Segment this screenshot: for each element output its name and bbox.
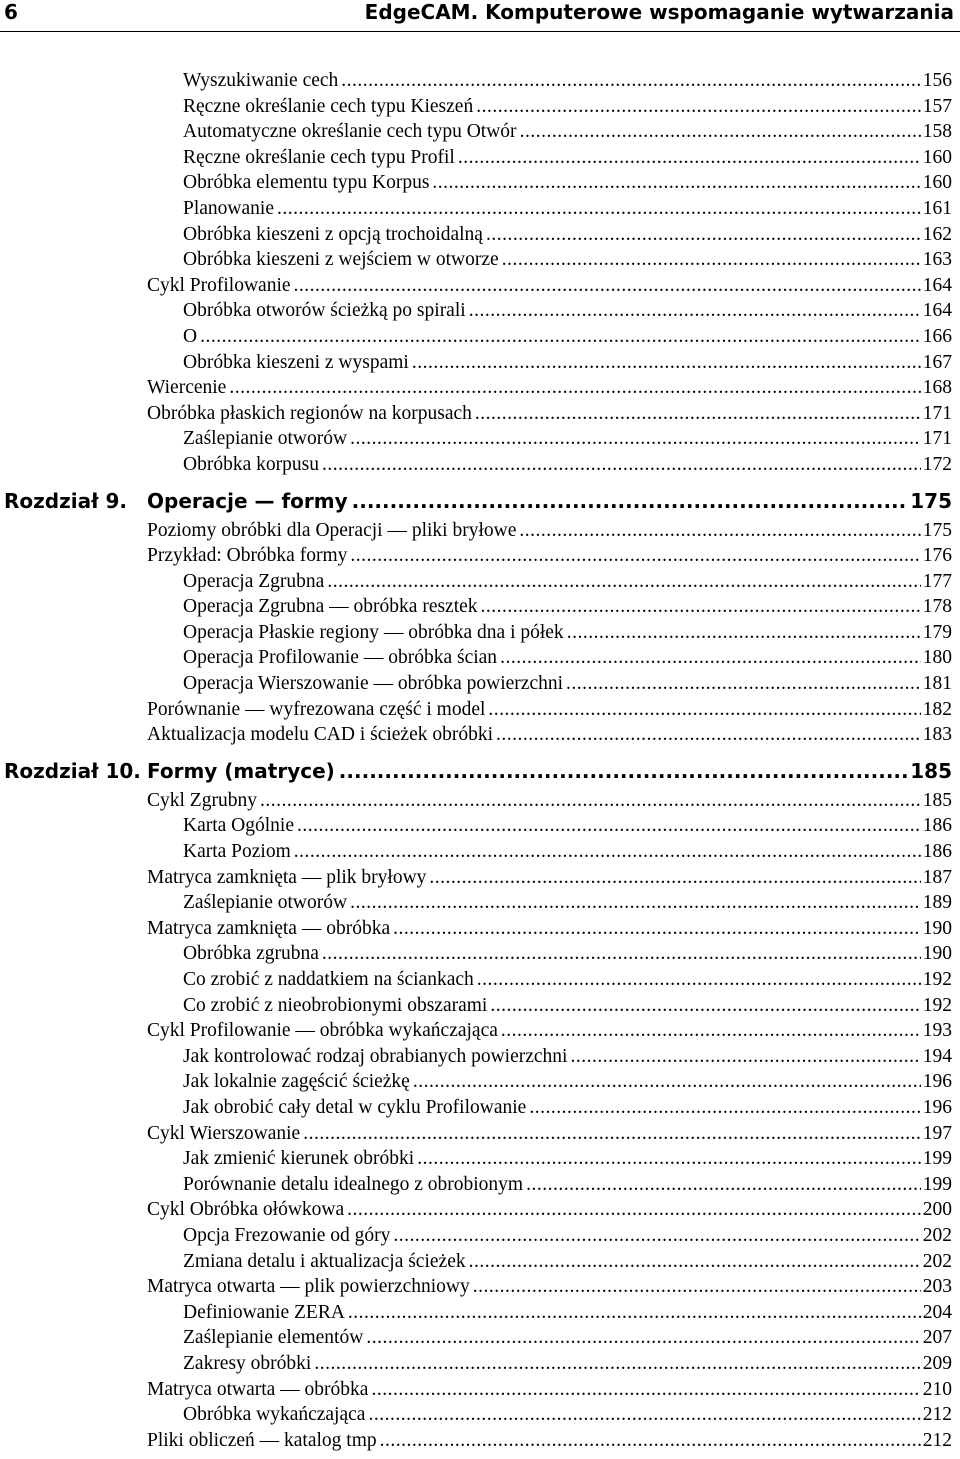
dot-leader (350, 543, 920, 569)
dot-leader (500, 645, 921, 671)
dot-leader (366, 1325, 920, 1351)
page-ref: 202 (922, 1224, 952, 1246)
page-ref: 163 (922, 249, 952, 271)
page-ref: 199 (922, 1173, 952, 1195)
page-ref: 190 (922, 943, 952, 965)
dot-leader (477, 967, 921, 993)
page-ref: 156 (922, 70, 952, 91)
dot-leader (501, 1018, 921, 1044)
toc-entry[interactable] (0, 1249, 960, 1275)
entry-title: Obróbka otworów ścieżką po spirali (183, 300, 466, 322)
dot-leader (417, 1146, 921, 1172)
toc-entry[interactable] (0, 1325, 960, 1351)
entry-title: Zaślepianie elementów (183, 1327, 364, 1349)
entry-title: Matryca zamknięta — obróbka (147, 917, 391, 939)
entry-title: Obróbka korpusu (183, 453, 319, 475)
entry-title: Obróbka kieszeni z wejściem w otworze (183, 249, 499, 271)
dot-leader (570, 1044, 920, 1070)
dot-leader (341, 68, 920, 94)
page-ref: 178 (922, 596, 952, 618)
dot-leader (314, 1351, 920, 1377)
entry-title: Automatyczne określanie cech typu Otwór (183, 121, 517, 143)
page-ref: 192 (922, 969, 952, 990)
dot-leader (458, 145, 921, 171)
dot-leader (368, 1402, 920, 1428)
page-ref: 181 (922, 673, 952, 695)
dot-leader (350, 426, 921, 452)
toc-entry[interactable] (0, 594, 960, 620)
page-ref: 171 (922, 428, 952, 450)
page-ref: 190 (922, 917, 952, 939)
dot-leader (380, 1428, 921, 1454)
toc-entry[interactable] (0, 569, 960, 595)
toc-entry[interactable] (0, 401, 960, 427)
entry-title: Matryca otwarta — obróbka (147, 1378, 369, 1400)
toc-entry[interactable] (0, 94, 960, 120)
toc-entry[interactable] (0, 1377, 960, 1403)
entry-title: Planowanie (183, 197, 274, 219)
entry-title: Obróbka kieszeni z opcją trochoidalną (183, 223, 483, 245)
dot-leader (297, 813, 921, 839)
table-of-contents (0, 68, 960, 1453)
page-ref: 160 (922, 172, 952, 194)
dot-leader (303, 1121, 921, 1147)
dot-leader (347, 1197, 921, 1223)
dot-leader (229, 375, 920, 401)
page-ref: 182 (922, 698, 952, 720)
toc-entry[interactable] (0, 890, 960, 916)
page-ref: 175 (922, 519, 952, 541)
dot-leader (520, 119, 921, 145)
toc-entry[interactable] (0, 1121, 960, 1147)
toc-entry[interactable] (0, 722, 960, 748)
entry-title: Jak kontrolować rodzaj obrabianych powierzchni (183, 1045, 568, 1067)
dot-leader (393, 1223, 920, 1249)
toc-entry[interactable] (0, 222, 960, 248)
page-ref: 164 (922, 274, 952, 296)
entry-title: Cykl Profilowanie — obróbka wykańczająca (147, 1020, 498, 1042)
entry-title: Jak obrobić cały detal w cyklu Profilowanie (183, 1096, 527, 1118)
toc-entry[interactable] (0, 68, 960, 94)
toc-entry[interactable] (0, 967, 960, 993)
entry-title: Obróbka kieszeni z wyspami (183, 351, 409, 373)
chapter-title: Formy (matryce) (147, 758, 335, 783)
dot-leader (432, 170, 920, 196)
dot-leader (476, 94, 921, 120)
toc-entry[interactable] (0, 1300, 960, 1326)
toc-entry[interactable] (0, 298, 960, 324)
toc-entry[interactable] (0, 1172, 960, 1198)
page-ref: 172 (922, 453, 952, 475)
dot-leader (260, 788, 921, 814)
page-ref: 192 (922, 994, 952, 1016)
dot-leader (348, 1300, 921, 1326)
entry-title: Operacja Profilowanie — obróbka ścian (183, 647, 498, 669)
entry-title: Co zrobić z nieobrobionymi obszarami (183, 994, 488, 1016)
dot-leader (393, 916, 921, 942)
dot-leader (350, 890, 921, 916)
toc-entry[interactable] (0, 916, 960, 942)
page-ref: 202 (922, 1250, 952, 1272)
entry-title: Ręczne określanie cech typu Kieszeń (183, 95, 474, 117)
entry-title: Ręczne określanie cech typu Profil (183, 146, 455, 168)
toc-entry[interactable] (0, 788, 960, 814)
page-ref: 209 (922, 1352, 952, 1374)
page-ref: 199 (922, 1148, 952, 1170)
toc-entry[interactable] (0, 865, 960, 891)
toc-entry[interactable] (0, 426, 960, 452)
entry-title: Cykl Profilowanie (147, 274, 291, 296)
toc-entry[interactable] (0, 620, 960, 646)
toc-chapter[interactable] (0, 754, 960, 788)
page-ref: 203 (922, 1276, 952, 1298)
page-ref: 183 (922, 724, 952, 746)
entry-title: O (183, 325, 198, 347)
toc-entry[interactable] (0, 543, 960, 569)
dot-leader (277, 196, 921, 222)
entry-title: Cykl Obróbka ołówkowa (147, 1199, 345, 1221)
entry-title: Obróbka wykańczająca (183, 1404, 366, 1426)
page-ref: 186 (922, 841, 952, 863)
dot-leader (412, 350, 921, 376)
dot-leader (413, 1069, 921, 1095)
entry-title: Co zrobić z naddatkiem na ściankach (183, 969, 474, 990)
dot-leader (473, 1274, 921, 1300)
toc-chapter[interactable] (0, 484, 960, 518)
entry-title: Karta Poziom (183, 841, 291, 863)
dot-leader (469, 298, 921, 324)
toc-entry[interactable] (0, 1351, 960, 1377)
entry-title: Zaślepianie otworów (183, 892, 348, 914)
toc-entry[interactable] (0, 170, 960, 196)
page-ref: 210 (922, 1378, 952, 1400)
toc-entry[interactable] (0, 1402, 960, 1428)
toc-entry[interactable] (0, 273, 960, 299)
dot-leader (502, 247, 921, 273)
page-ref: 204 (922, 1301, 952, 1323)
page-ref: 157 (922, 95, 952, 117)
toc-entry[interactable] (0, 350, 960, 376)
page-ref: 162 (922, 223, 952, 245)
page-ref: 158 (922, 121, 952, 143)
dot-leader (322, 941, 921, 967)
page-ref: 168 (922, 377, 952, 399)
page-ref: 180 (922, 647, 952, 669)
page-ref: 171 (922, 402, 952, 424)
toc-entry[interactable] (0, 1018, 960, 1044)
dot-leader (327, 569, 920, 595)
toc-entry[interactable] (0, 697, 960, 723)
page-ref: 189 (922, 892, 952, 914)
entry-title: Matryca otwarta — plik powierzchniowy (147, 1276, 470, 1298)
entry-title: Cykl Zgrubny (147, 789, 257, 811)
toc-entry[interactable] (0, 839, 960, 865)
page-ref: 160 (922, 146, 952, 168)
page-ref: 185 (910, 758, 952, 783)
entry-title: Wiercenie (147, 377, 227, 399)
page-ref: 196 (922, 1096, 952, 1118)
dot-leader (469, 1249, 921, 1275)
dot-leader (322, 452, 921, 478)
entry-title: Cykl Wierszowanie (147, 1122, 301, 1144)
page-header (0, 0, 960, 24)
toc-entry[interactable] (0, 1095, 960, 1121)
dot-leader (496, 722, 921, 748)
dot-leader (339, 754, 908, 788)
toc-entry[interactable] (0, 1223, 960, 1249)
dot-leader (352, 484, 909, 518)
page-ref: 193 (922, 1020, 952, 1042)
entry-title: Definiowanie ZERA (183, 1301, 345, 1323)
dot-leader (526, 1172, 921, 1198)
toc-entry[interactable] (0, 1146, 960, 1172)
page-ref: 161 (922, 197, 952, 219)
entry-title: Jak zmienić kierunek obróbki (183, 1148, 415, 1170)
entry-title: Przykład: Obróbka formy (147, 545, 348, 567)
book-title: EdgeCAM. Komputerowe wspomaganie wytwarzania (364, 0, 954, 24)
chapter-label: Rozdział 9. (4, 488, 127, 513)
page-ref: 207 (922, 1327, 952, 1349)
page-ref: 212 (922, 1404, 952, 1426)
dot-leader (481, 594, 921, 620)
page-ref: 166 (922, 325, 952, 347)
dot-leader (488, 697, 920, 723)
toc-entry[interactable] (0, 1197, 960, 1223)
page-ref: 187 (922, 866, 952, 888)
entry-title: Jak lokalnie zagęścić ścieżkę (183, 1071, 410, 1093)
toc-entry[interactable] (0, 645, 960, 671)
page-ref: 185 (922, 789, 952, 811)
entry-title: Obróbka elementu typu Korpus (183, 172, 430, 194)
chapter-label: Rozdział 10. (4, 758, 141, 783)
toc-entry[interactable] (0, 1428, 960, 1454)
dot-leader (486, 222, 921, 248)
page-ref: 175 (910, 488, 952, 513)
page-ref: 200 (922, 1199, 952, 1221)
toc-entry[interactable] (0, 247, 960, 273)
entry-title: Zmiana detalu i aktualizacja ścieżek (183, 1250, 466, 1272)
entry-title: Zaślepianie otworów (183, 428, 348, 450)
dot-leader (529, 1095, 920, 1121)
toc-entry[interactable] (0, 1069, 960, 1095)
toc-entry[interactable] (0, 119, 960, 145)
dot-leader (475, 401, 921, 427)
dot-leader (519, 518, 920, 544)
toc-entry[interactable] (0, 941, 960, 967)
dot-leader (429, 865, 920, 891)
entry-title: Karta Ogólnie (183, 815, 295, 837)
entry-title: Poziomy obróbki dla Operacji — pliki bryłowe (147, 519, 517, 541)
entry-title: Pliki obliczeń — katalog tmp (147, 1429, 377, 1451)
page-ref: 179 (922, 621, 952, 643)
page-ref: 177 (922, 570, 952, 592)
toc-entry[interactable] (0, 324, 960, 350)
toc-entry[interactable] (0, 813, 960, 839)
entry-title: Opcja Frezowanie od góry (183, 1224, 391, 1246)
toc-entry[interactable] (0, 196, 960, 222)
dot-leader (567, 620, 921, 646)
dot-leader (490, 993, 920, 1019)
entry-title: Porównanie detalu idealnego z obrobionym (183, 1173, 524, 1195)
entry-title: Matryca zamknięta — plik bryłowy (147, 866, 427, 888)
chapter-title: Operacje — formy (147, 488, 348, 513)
page-number: 6 (4, 0, 18, 24)
entry-title: Obróbka płaskich regionów na korpusach (147, 402, 472, 424)
entry-title: Operacja Wierszowanie — obróbka powierzchni (183, 673, 564, 695)
page-ref: 212 (922, 1429, 952, 1451)
toc-entry[interactable] (0, 1274, 960, 1300)
entry-title: Operacja Zgrubna — obróbka resztek (183, 596, 478, 618)
dot-leader (566, 671, 921, 697)
header-rule (0, 31, 960, 32)
page-ref: 186 (922, 815, 952, 837)
toc-entry[interactable] (0, 671, 960, 697)
page-ref: 176 (922, 545, 952, 567)
page-ref: 196 (922, 1071, 952, 1093)
toc-entry[interactable] (0, 452, 960, 478)
dot-leader (294, 839, 921, 865)
entry-title: Zakresy obróbki (183, 1352, 312, 1374)
entry-title: Porównanie — wyfrezowana część i model (147, 698, 486, 720)
dot-leader (371, 1377, 920, 1403)
dot-leader (294, 273, 921, 299)
toc-entry[interactable] (0, 145, 960, 171)
toc-entry[interactable] (0, 1044, 960, 1070)
dot-leader (200, 324, 921, 350)
entry-title: Operacja Płaskie regiony — obróbka dna i półek (183, 621, 564, 643)
entry-title: Obróbka zgrubna (183, 943, 319, 965)
page-ref: 164 (922, 300, 952, 322)
entry-title: Aktualizacja modelu CAD i ścieżek obróbki (147, 724, 494, 746)
toc-entry[interactable] (0, 518, 960, 544)
page-ref: 197 (922, 1122, 952, 1144)
page-ref: 194 (922, 1045, 952, 1067)
toc-entry[interactable] (0, 993, 960, 1019)
entry-title: Operacja Zgrubna (183, 570, 325, 592)
toc-entry[interactable] (0, 375, 960, 401)
page-ref: 167 (922, 351, 952, 373)
entry-title: Wyszukiwanie cech (183, 70, 339, 91)
